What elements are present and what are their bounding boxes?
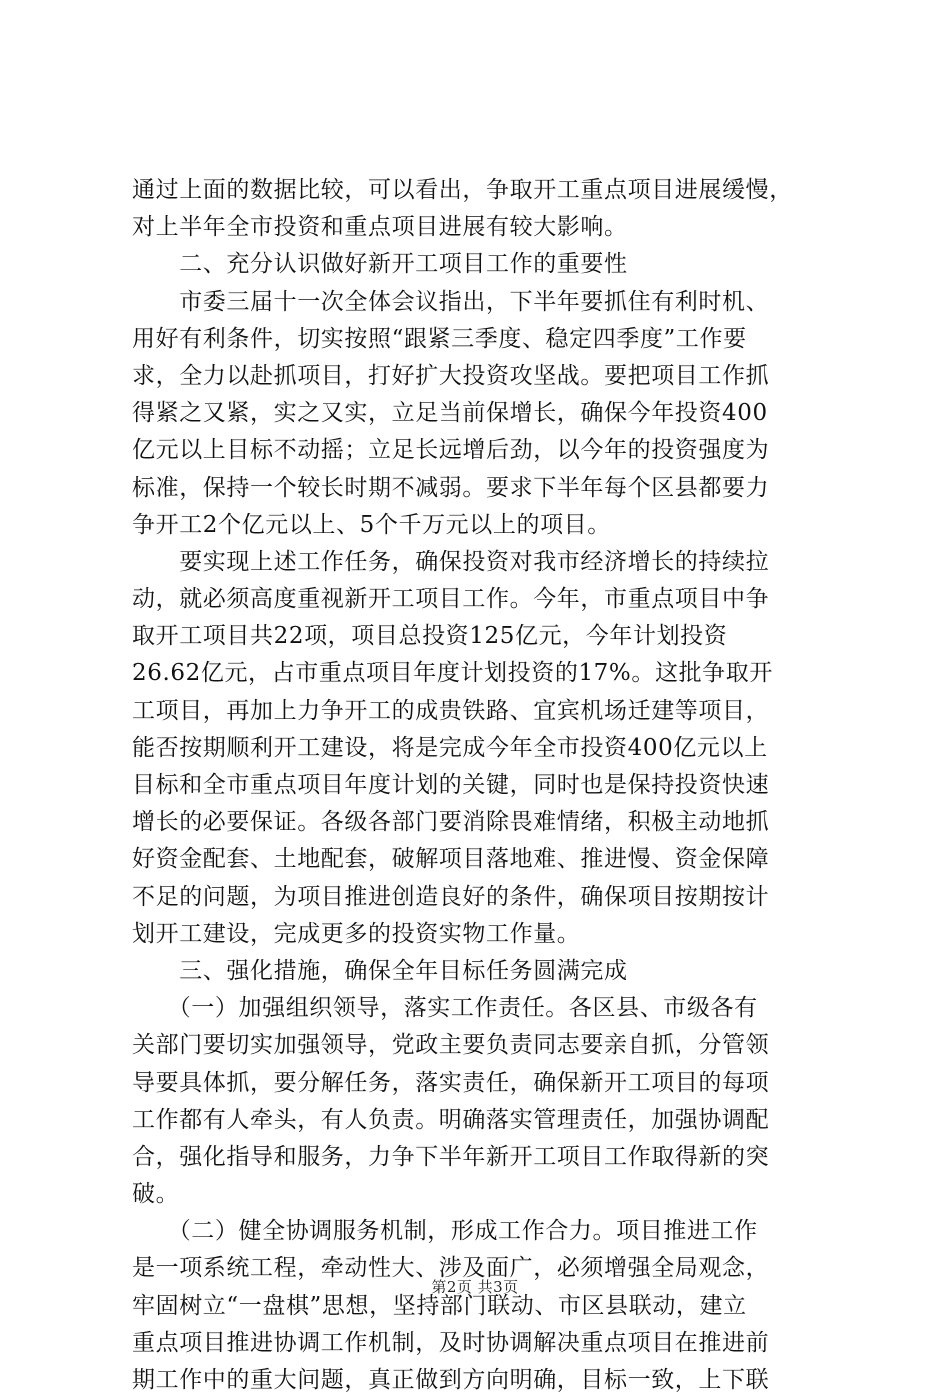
text-line: 不足的问题，为项目推进创造良好的条件，确保项目按期按计 [132,883,770,910]
text-line: 用好有利条件，切实按照“跟紧三季度、稳定四季度”工作要 [132,325,747,352]
text-line: 26.62亿元，占市重点项目年度计划投资的17%。这批争取开 [132,660,773,687]
text-line: 增长的必要保证。各级各部门要消除畏难情绪，积极主动地抓 [132,809,770,836]
text-line: 合，强化指导和服务，力争下半年新开工项目工作取得新的突 [132,1143,770,1170]
text-line: 工项目，再加上力争开工的成贵铁路、宜宾机场迁建等项目， [132,697,770,724]
text-line: 期工作中的重大问题，真正做到方向明确，目标一致，上下联 [132,1367,770,1393]
text-line: （一）加强组织领导，落实工作责任。各区县、市级各有 [132,995,758,1022]
text-line: 好资金配套、土地配套，破解项目落地难、推进慢、资金保障 [132,846,770,873]
text-line: 导要具体抓，要分解任务，落实责任，确保新开工项目的每项 [132,1069,770,1096]
section-heading: 二、充分认识做好新开工项目工作的重要性 [132,251,628,278]
text-line: 通过上面的数据比较，可以看出，争取开工重点项目进展缓慢， [132,177,793,203]
text-line: 是一项系统工程，牵动性大、涉及面广，必须增强全局观念， [132,1255,770,1282]
section-heading: 三、强化措施，确保全年目标任务圆满完成 [132,957,628,984]
text-line: （二）健全协调服务机制，形成工作合力。项目推进工作 [132,1218,758,1245]
document-body [132,172,832,1399]
text-line: 对上半年全市投资和重点项目进展有较大影响。 [132,214,628,241]
text-line: 能否按期顺利开工建设，将是完成今年全市投资400亿元以上 [132,734,768,761]
text-line: 工作都有人牵头，有人负责。明确落实管理责任，加强协调配 [132,1106,770,1133]
text-line: 求，全力以赴抓项目，打好扩大投资攻坚战。要把项目工作抓 [132,362,770,389]
text-line: 牢固树立“一盘棋”思想，坚持部门联动、市区县联动，建立 [132,1292,747,1319]
text-line: 市委三届十一次全体会议指出，下半年要抓住有利时机、 [132,288,770,315]
page-number-footer: 第2页 共3页 [431,1278,519,1296]
text-line: 标准，保持一个较长时期不减弱。要求下半年每个区县都要力 [132,474,770,501]
text-line: 争开工2个亿元以上、5个千万元以上的项目。 [132,511,611,538]
text-line: 要实现上述工作任务，确保投资对我市经济增长的持续拉 [132,548,770,575]
text-line: 取开工项目共22项，项目总投资125亿元，今年计划投资 [132,623,728,650]
text-line: 破。 [132,1181,180,1208]
text-line: 动，就必须高度重视新开工项目工作。今年，市重点项目中争 [132,586,770,613]
text-line: 划开工建设，完成更多的投资实物工作量。 [132,920,581,947]
text-line: 目标和全市重点项目年度计划的关键，同时也是保持投资快速 [132,772,770,798]
text-line: 重点项目推进协调工作机制，及时协调解决重点项目在推进前 [132,1329,770,1356]
text-line: 亿元以上目标不动摇；立足长远增后劲，以今年的投资强度为 [132,437,770,464]
text-line: 得紧之又紧，实之又实，立足当前保增长，确保今年投资400 [132,400,768,427]
text-line: 关部门要切实加强领导，党政主要负责同志要亲自抓，分管领 [132,1032,770,1059]
